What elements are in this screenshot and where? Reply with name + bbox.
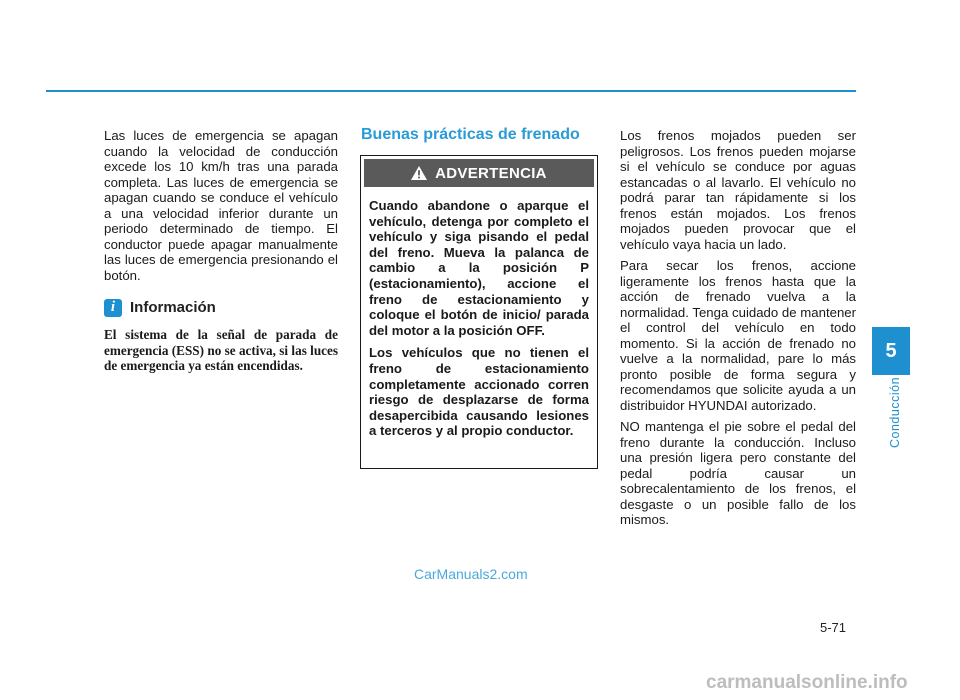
warning-triangle-icon [411, 166, 427, 180]
right-paragraph: Los frenos mojados pueden ser peligrosos. Los frenos pueden mojarse si el vehículo se conduce por aguas estancadas o al lavarlo. El vehículo no podrá parar tan rápidamente si los frenos están mojados. Los frenos mojados pueden provocar que el vehículo vaya hacia un lado. [620, 128, 856, 252]
warning-body [361, 190, 597, 439]
section-title: Buenas prácticas de frenado [361, 126, 580, 143]
warning-box [360, 155, 598, 469]
info-title: Información [130, 299, 216, 317]
right-paragraph: Para secar los frenos, accione ligeramente los frenos hasta que la acción de frenado vuelva a la normalidad. Tenga cuidado de mantener el control del vehículo en todo momento. Si la acción de frenado no vuelve a la normalidad, pare lo más pronto posible de forma segura y recomendamos que solicite ayuda a un distribuidor HYUNDAI autorizado. [620, 258, 856, 413]
left-column [104, 128, 338, 374]
chapter-number-tab: 5 [872, 327, 910, 375]
warning-paragraph: Los vehículos que no tienen el freno de estacionamiento completamente accionado corren riesgo de desplazarse de forma desapercibida causando lesiones a terceros y al propio conductor. [369, 345, 589, 439]
info-heading [104, 299, 338, 317]
watermark-carmanualsonline: carmanualsonline.info [706, 672, 908, 693]
info-text: El sistema de la señal de parada de emergencia (ESS) no se activa, si las luces de emergencia ya están encendidas. [104, 327, 338, 373]
page-number: 5-71 [820, 620, 847, 635]
top-divider [46, 90, 856, 92]
warning-header-label: ADVERTENCIA [435, 164, 547, 182]
hazard-lights-paragraph: Las luces de emergencia se apagan cuando la velocidad de conducción excede los 10 km/h tras una parada completa. Las luces de emergencia se apagan cuando se conduce el vehículo a una velocidad inferior durante un periodo determinado de tiempo. El conductor puede apagar manualmente las luces de emergencia presionando el botón. [104, 128, 338, 283]
info-icon: i [104, 299, 122, 317]
right-paragraph: NO mantenga el pie sobre el pedal del freno durante la conducción. Incluso una presión ligera pero constante del pedal podría causar un sobrecalentamiento de los frenos, el desgaste o un posible fallo de los mismos. [620, 419, 856, 527]
warning-header [364, 159, 594, 187]
watermark-carmanuals2: CarManuals2.com [414, 566, 528, 582]
warning-paragraph: Cuando abandone o aparque el vehículo, detenga por completo el vehículo y siga pisando el pedal del freno. Mueva la palanca de cambio a la posición P (estacionamiento), accione el freno de estacionamiento y coloque el botón de inicio/ parada del motor a la posición OFF. [369, 198, 589, 338]
chapter-name: Conducción [888, 376, 902, 448]
right-column [620, 128, 856, 534]
